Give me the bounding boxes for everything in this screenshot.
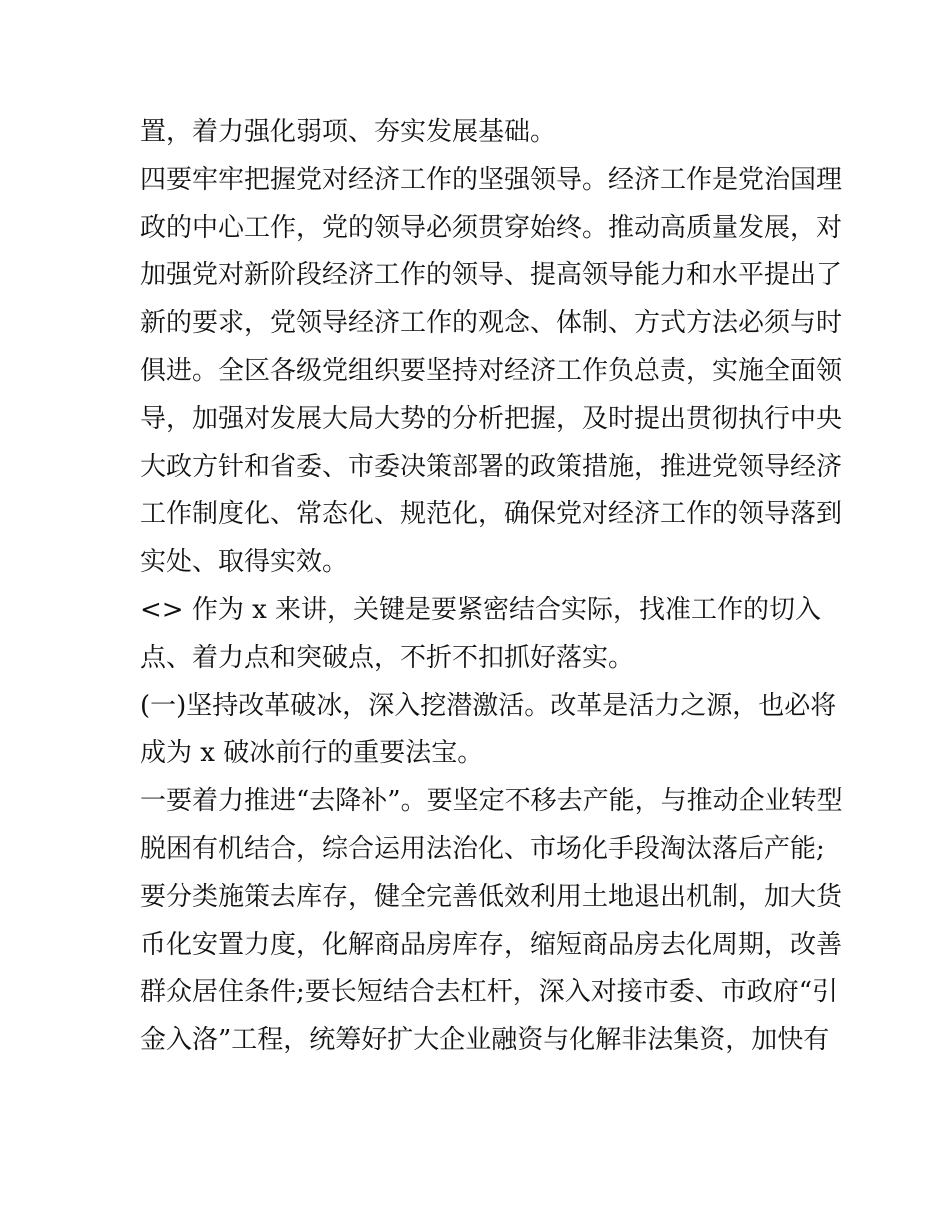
text-line: 脱困有机结合，综合运用法治化、市场化手段淘汰落后产能; (140, 833, 825, 864)
text-line: 新的要求，党领导经济工作的观念、体制、方式方法必须与时 (140, 308, 843, 339)
text-line: 工作制度化、常态化、规范化，确保党对经济工作的领导落到 (140, 499, 843, 530)
text-line: 群众居住条件;要长短结合去杠杆，深入对接市委、市政府“引 (140, 977, 839, 1008)
text-line: 导，加强对发展大局大势的分析把握，及时提出贯彻执行中央 (140, 403, 843, 434)
text-line: 政的中心工作，党的领导必须贯穿始终。推动高质量发展，对 (140, 212, 843, 243)
text-line: (一)坚持改革破冰，深入挖潜激活。改革是活力之源，也必将 (140, 690, 837, 721)
document-body (140, 109, 843, 1065)
text-line: 大政方针和省委、市委决策部署的政策措施，推进党领导经济 (140, 451, 843, 482)
text-line: <> 作为 x 来讲，关键是要紧密结合实际，找准工作的切入 (140, 594, 822, 625)
text-line: 一要着力推进“去降补”。要坚定不移去产能，与推动企业转型 (140, 786, 843, 817)
text-line: 币化安置力度，化解商品房库存，缩短商品房去化周期，改善 (140, 929, 843, 960)
text-line: 俱进。全区各级党组织要坚持对经济工作负总责，实施全面领 (140, 355, 843, 386)
text-line: 要分类施策去库存，健全完善低效利用土地退出机制，加大货 (140, 881, 843, 912)
text-line: 成为 x 破冰前行的重要法宝。 (140, 738, 484, 769)
text-line: 点、着力点和突破点，不折不扣抓好落实。 (140, 642, 635, 673)
text-line: 加强党对新阶段经济工作的领导、提高领导能力和水平提出了 (140, 260, 843, 291)
text-line: 实处、取得实效。 (140, 547, 349, 578)
text-line: 四要牢牢把握党对经济工作的坚强领导。经济工作是党治国理 (140, 164, 843, 195)
text-line: 置，着力强化弱项、夯实发展基础。 (140, 117, 557, 147)
text-line: 金入洛”工程，统筹好扩大企业融资与化解非法集资，加快有 (140, 1025, 830, 1056)
